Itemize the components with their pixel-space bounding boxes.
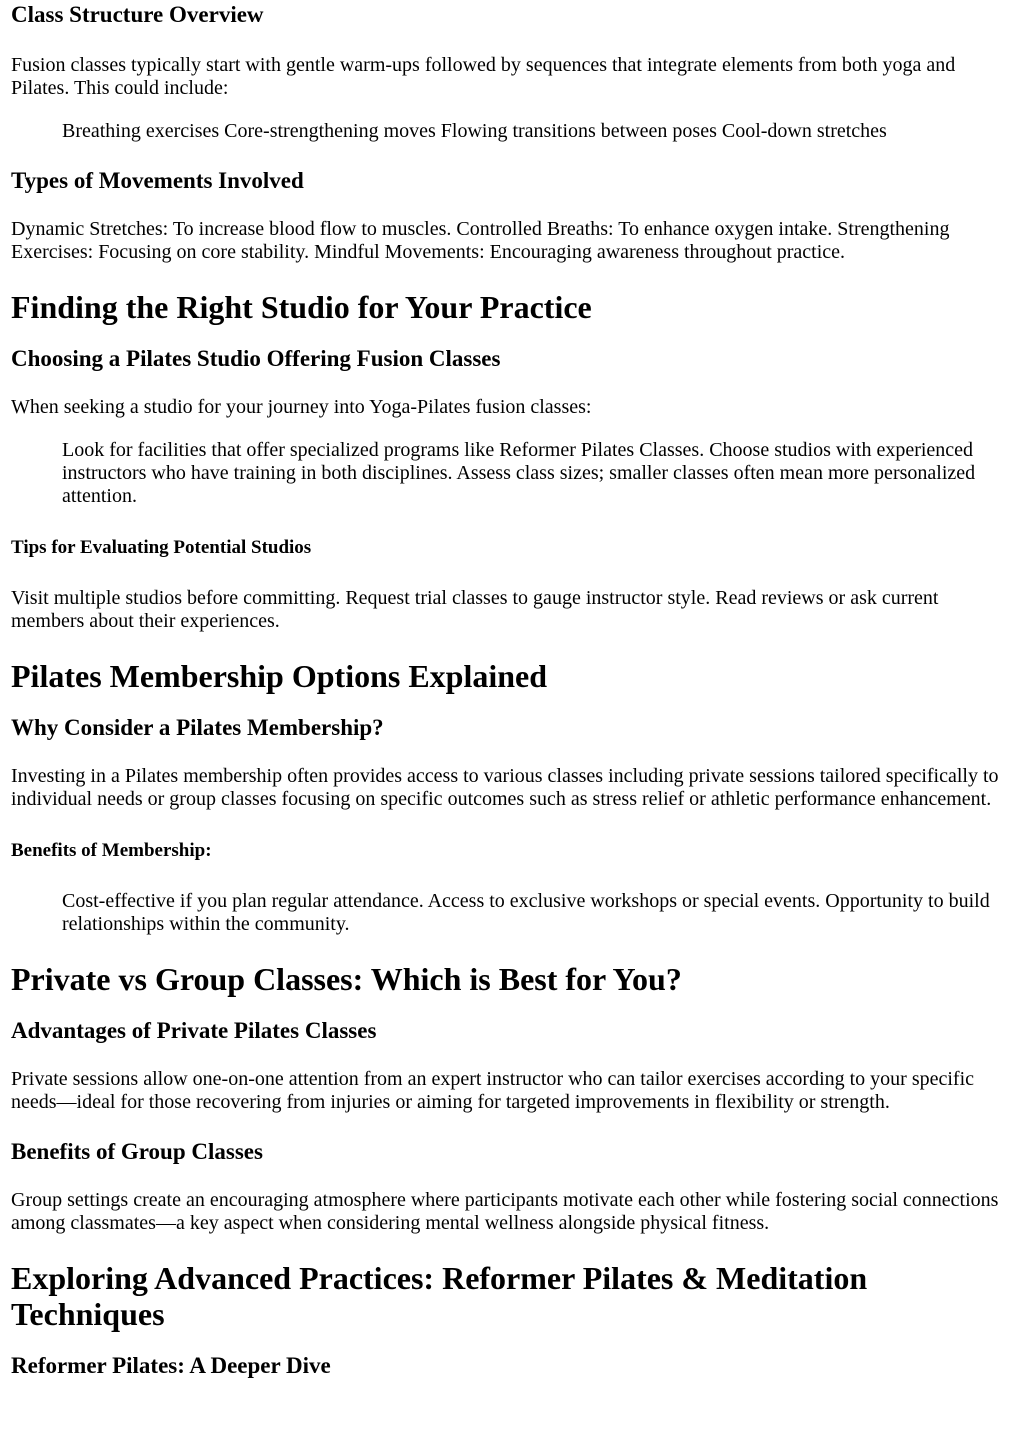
group-classes-heading: Benefits of Group Classes: [11, 1139, 263, 1164]
choosing-studio-heading: Choosing a Pilates Studio Offering Fusion Classes: [11, 346, 501, 371]
membership-benefits-quote: Cost-effective if you plan regular attendance. Access to exclusive workshops or special events. Opportunity to build relationships within the community.: [62, 890, 990, 935]
class-structure-intro: Fusion classes typically start with gentle warm-ups followed by sequences that integrate elements from both yoga and Pilates. This could include:: [11, 54, 956, 99]
group-classes-body: Group settings create an encouraging atmosphere where participants motivate each other while fostering social connections among classmates—a key aspect when considering mental wellness alongside physical fitness.: [11, 1189, 999, 1234]
advanced-practices-title: Exploring Advanced Practices: Reformer Pilates & Meditation Techniques: [11, 1260, 868, 1332]
reformer-heading: Reformer Pilates: A Deeper Dive: [11, 1353, 331, 1378]
tips-heading: Tips for Evaluating Potential Studios: [11, 537, 312, 558]
finding-studio-title: Finding the Right Studio for Your Practice: [11, 289, 592, 325]
class-structure-heading: Class Structure Overview: [11, 2, 264, 27]
movements-body: Dynamic Stretches: To increase blood flow to muscles. Controlled Breaths: To enhance oxygen intake. Strengthening Exercises: Focusing on core stability. Mindful Movements: Encouraging awareness throughout practice.: [11, 218, 950, 263]
private-classes-body: Private sessions allow one-on-one attention from an expert instructor who can tailor exercises according to your specific needs—ideal for those recovering from injuries or aiming for targeted improvements in flexibility or strength.: [11, 1068, 975, 1113]
why-membership-heading: Why Consider a Pilates Membership?: [11, 715, 384, 740]
choosing-studio-quote: Look for facilities that offer specialized programs like Reformer Pilates Classes. Choose studios with experienced instructors who have training in both disciplines. Assess class sizes; smaller classes often mean more personalized attention.: [62, 439, 976, 507]
choosing-studio-intro: When seeking a studio for your journey into Yoga-Pilates fusion classes:: [11, 396, 592, 418]
membership-benefits-heading: Benefits of Membership:: [11, 840, 212, 861]
movements-heading: Types of Movements Involved: [11, 168, 304, 193]
class-structure-quote: Breathing exercises Core-strengthening moves Flowing transitions between poses Cool-down stretches: [62, 120, 887, 142]
private-vs-group-title: Private vs Group Classes: Which is Best for You?: [11, 961, 682, 997]
membership-title: Pilates Membership Options Explained: [11, 658, 548, 694]
why-membership-body: Investing in a Pilates membership often provides access to various classes including private sessions tailored specifically to individual needs or group classes focusing on specific outcomes such as stress relief or athletic performance enhancement.: [11, 765, 999, 810]
tips-body: Visit multiple studios before committing. Request trial classes to gauge instructor style. Read reviews or ask current members about their experiences.: [11, 587, 939, 632]
private-classes-heading: Advantages of Private Pilates Classes: [11, 1018, 377, 1043]
